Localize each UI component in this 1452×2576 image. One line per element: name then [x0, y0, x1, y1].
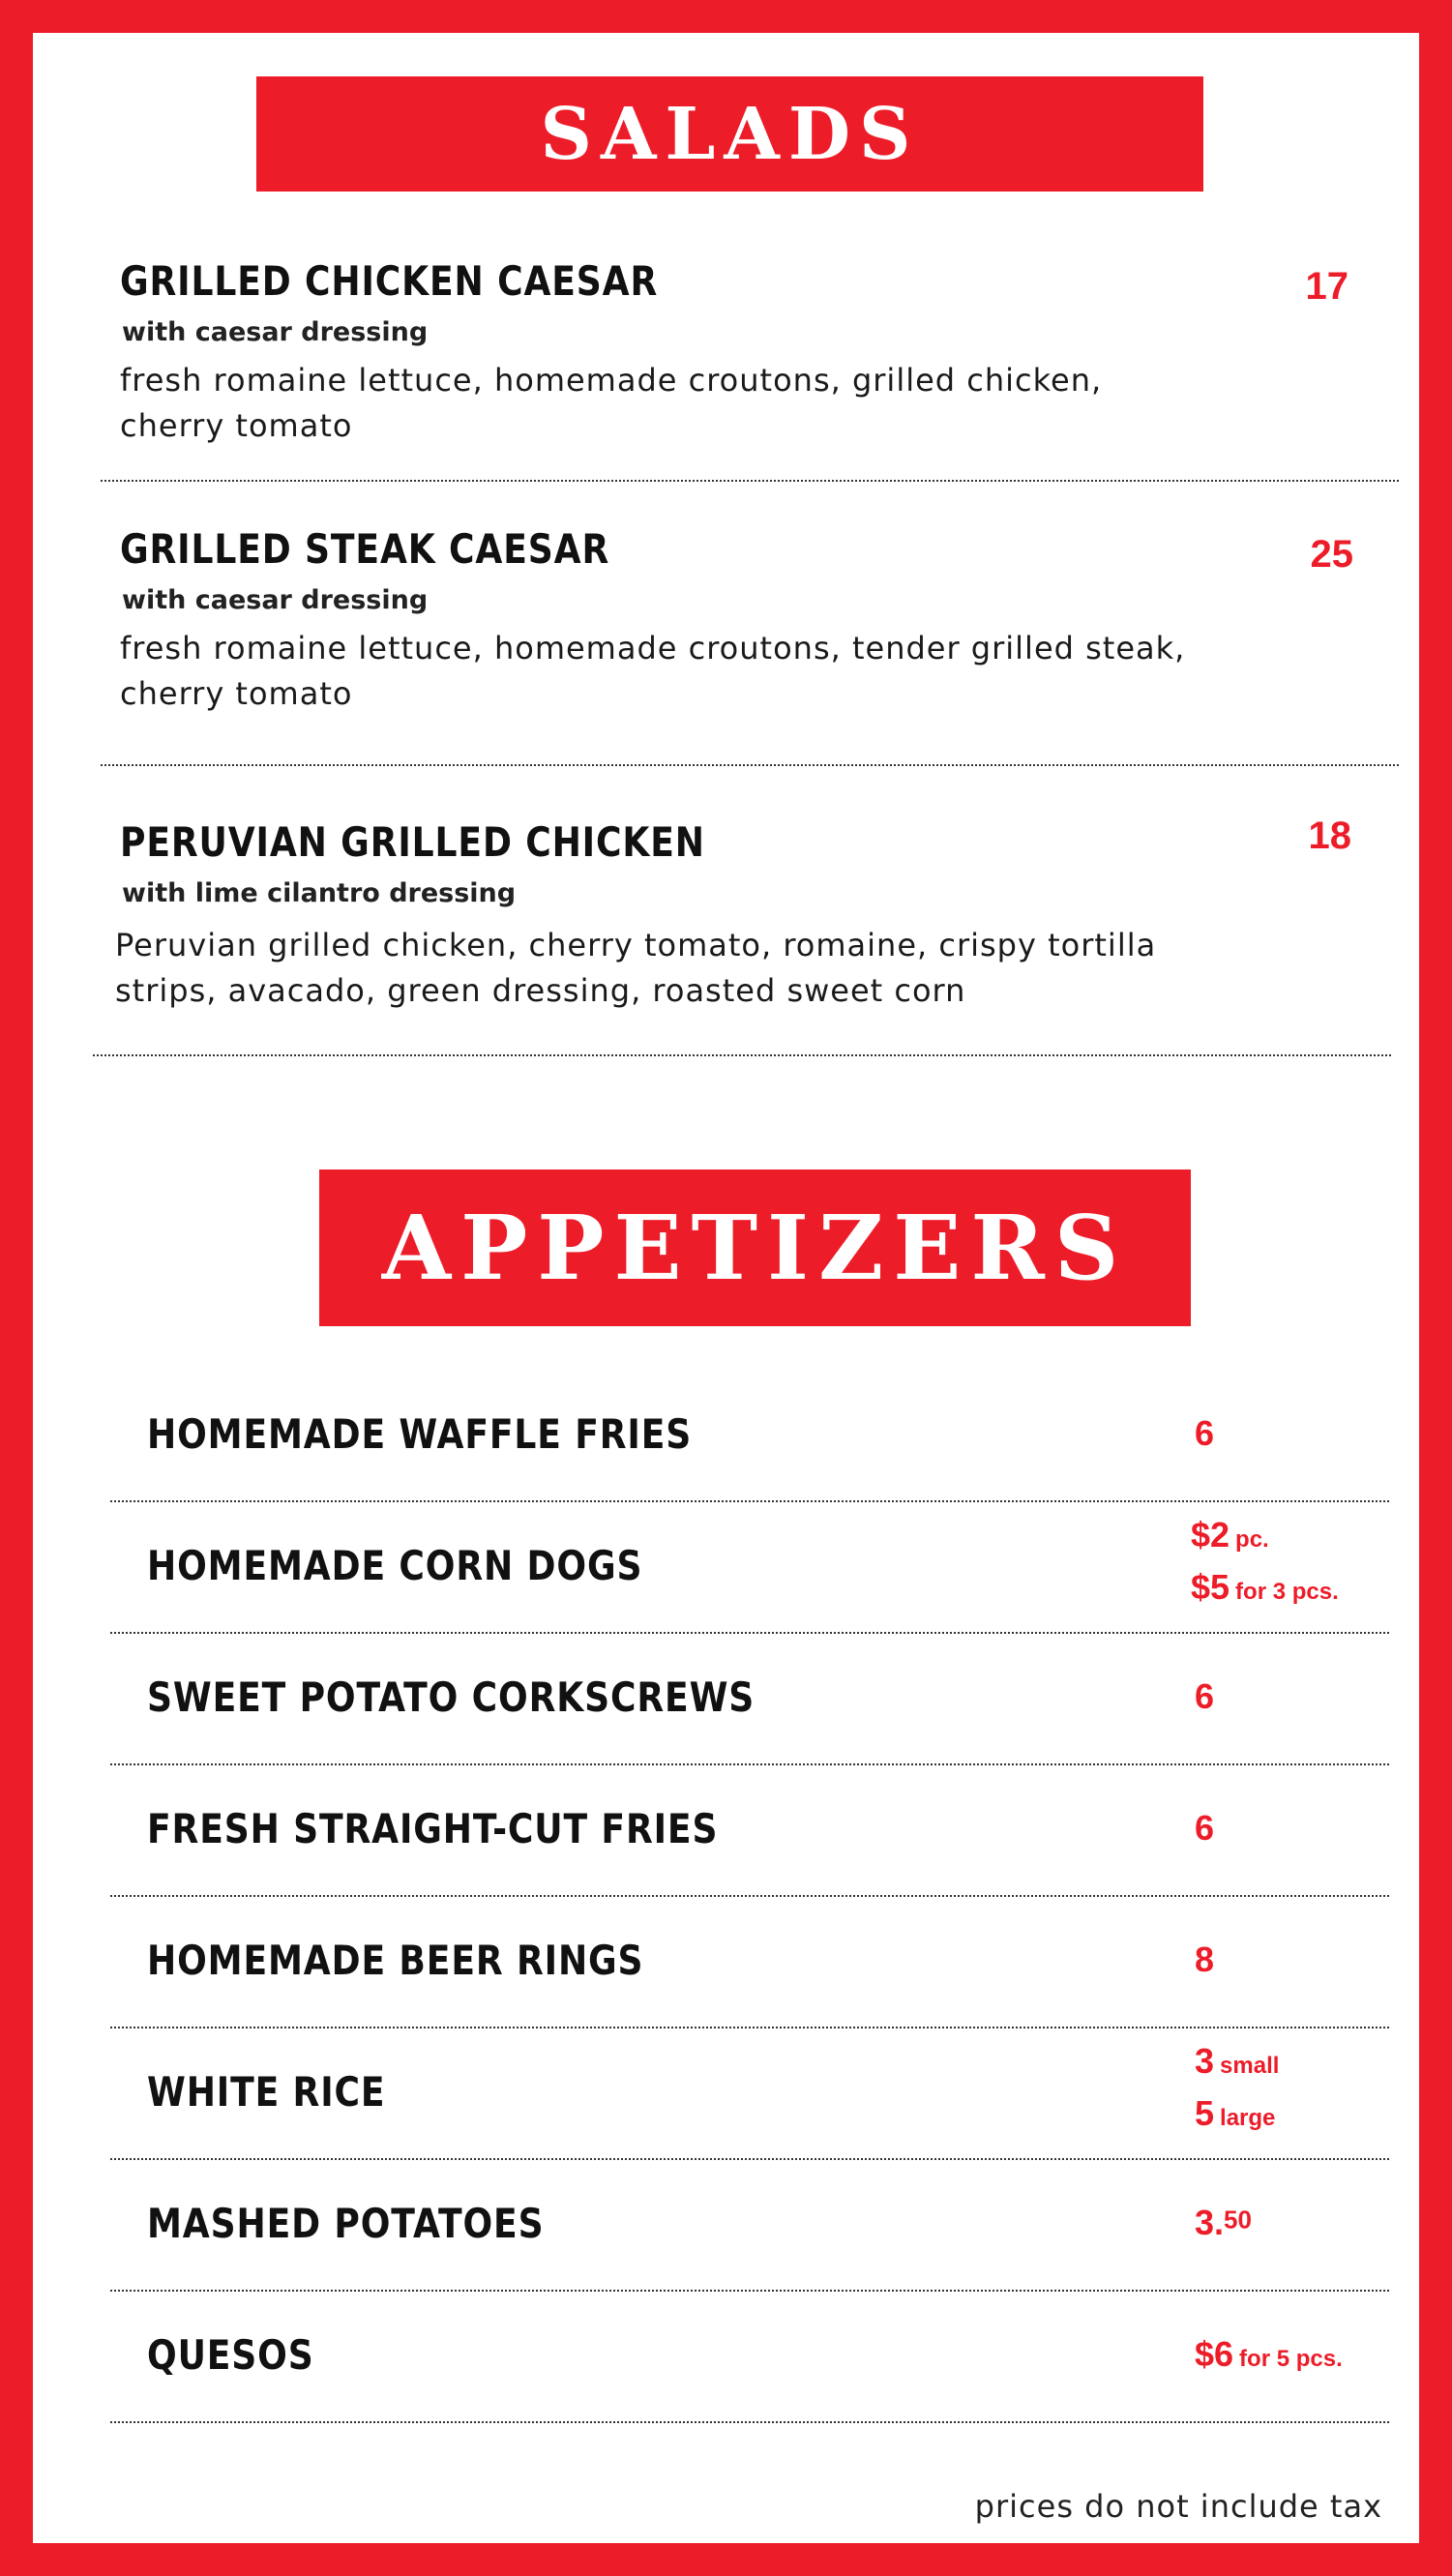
appetizer-item: [147, 1648, 1395, 1745]
salads-title: SALADS: [540, 92, 920, 176]
appetizer-item: [147, 2043, 1395, 2140]
salad-price: 18: [1308, 814, 1351, 857]
divider: [110, 2158, 1389, 2160]
salad-price: 25: [1310, 533, 1353, 576]
divider: [110, 1763, 1389, 1765]
salad-dressing: with caesar dressing: [122, 317, 429, 347]
appetizer-item: [147, 2306, 1395, 2403]
divider: [110, 1500, 1389, 1502]
appetizer-item: [147, 1780, 1395, 1877]
appetizer-name: HOMEMADE CORN DOGS: [147, 1541, 643, 1589]
salad-dressing: with lime cilantro dressing: [122, 878, 517, 908]
appetizers-title: APPETIZERS: [381, 1196, 1129, 1300]
salad-name: GRILLED CHICKEN CAESAR: [120, 257, 659, 305]
divider: [110, 2290, 1389, 2292]
appetizer-price: 6: [1195, 1413, 1215, 1453]
appetizer-name: WHITE RICE: [147, 2067, 386, 2116]
salad-dressing: with caesar dressing: [122, 585, 429, 615]
appetizer-price: 3 small 5 large: [1195, 2041, 1280, 2133]
divider: [93, 1054, 1391, 1056]
appetizer-item: [147, 2175, 1395, 2271]
divider: [101, 764, 1399, 766]
appetizer-item: [147, 1911, 1395, 2008]
salad-item: [120, 525, 1378, 719]
appetizer-item: [147, 1385, 1395, 1482]
appetizer-name: MASHED POTATOES: [147, 2199, 545, 2247]
appetizer-price: 6: [1195, 1676, 1215, 1716]
appetizer-name: HOMEMADE WAFFLE FRIES: [147, 1409, 693, 1458]
salads-banner: [256, 76, 1203, 192]
menu-page: [33, 33, 1419, 2543]
appetizer-price: 3.50: [1195, 2203, 1252, 2242]
tax-note: prices do not include tax: [974, 2488, 1382, 2525]
appetizer-item: [147, 1517, 1395, 1614]
appetizer-price: 8: [1195, 1939, 1215, 1979]
appetizer-price: 6: [1195, 1808, 1215, 1848]
appetizer-price: $6 for 5 pcs.: [1195, 2334, 1343, 2374]
divider: [110, 2027, 1389, 2028]
salad-item: [115, 814, 1373, 1012]
appetizer-name: SWEET POTATO CORKSCREWS: [147, 1673, 756, 1721]
divider: [101, 480, 1399, 482]
salad-name: GRILLED STEAK CAESAR: [120, 525, 610, 573]
salad-name: PERUVIAN GRILLED CHICKEN: [120, 818, 705, 866]
divider: [110, 2421, 1389, 2423]
appetizer-price: $2 pc. $5 for 3 pcs.: [1191, 1515, 1339, 1607]
salad-description: fresh romaine lettuce, homemade croutons, tender grilled steak, cherry tomato: [120, 630, 1186, 712]
appetizers-banner: [319, 1170, 1191, 1326]
salad-item: [120, 257, 1378, 451]
appetizer-name: QUESOS: [147, 2330, 314, 2379]
salad-description: fresh romaine lettuce, homemade croutons, grilled chicken, cherry tomato: [120, 362, 1103, 444]
divider: [110, 1895, 1389, 1897]
salad-description: Peruvian grilled chicken, cherry tomato, romaine, crispy tortilla strips, avacado, green dressing, roasted sweet corn: [115, 927, 1157, 1009]
appetizer-name: HOMEMADE BEER RINGS: [147, 1936, 644, 1984]
appetizer-name: FRESH STRAIGHT-CUT FRIES: [147, 1804, 719, 1852]
divider: [110, 1632, 1389, 1634]
salad-price: 17: [1305, 265, 1348, 308]
